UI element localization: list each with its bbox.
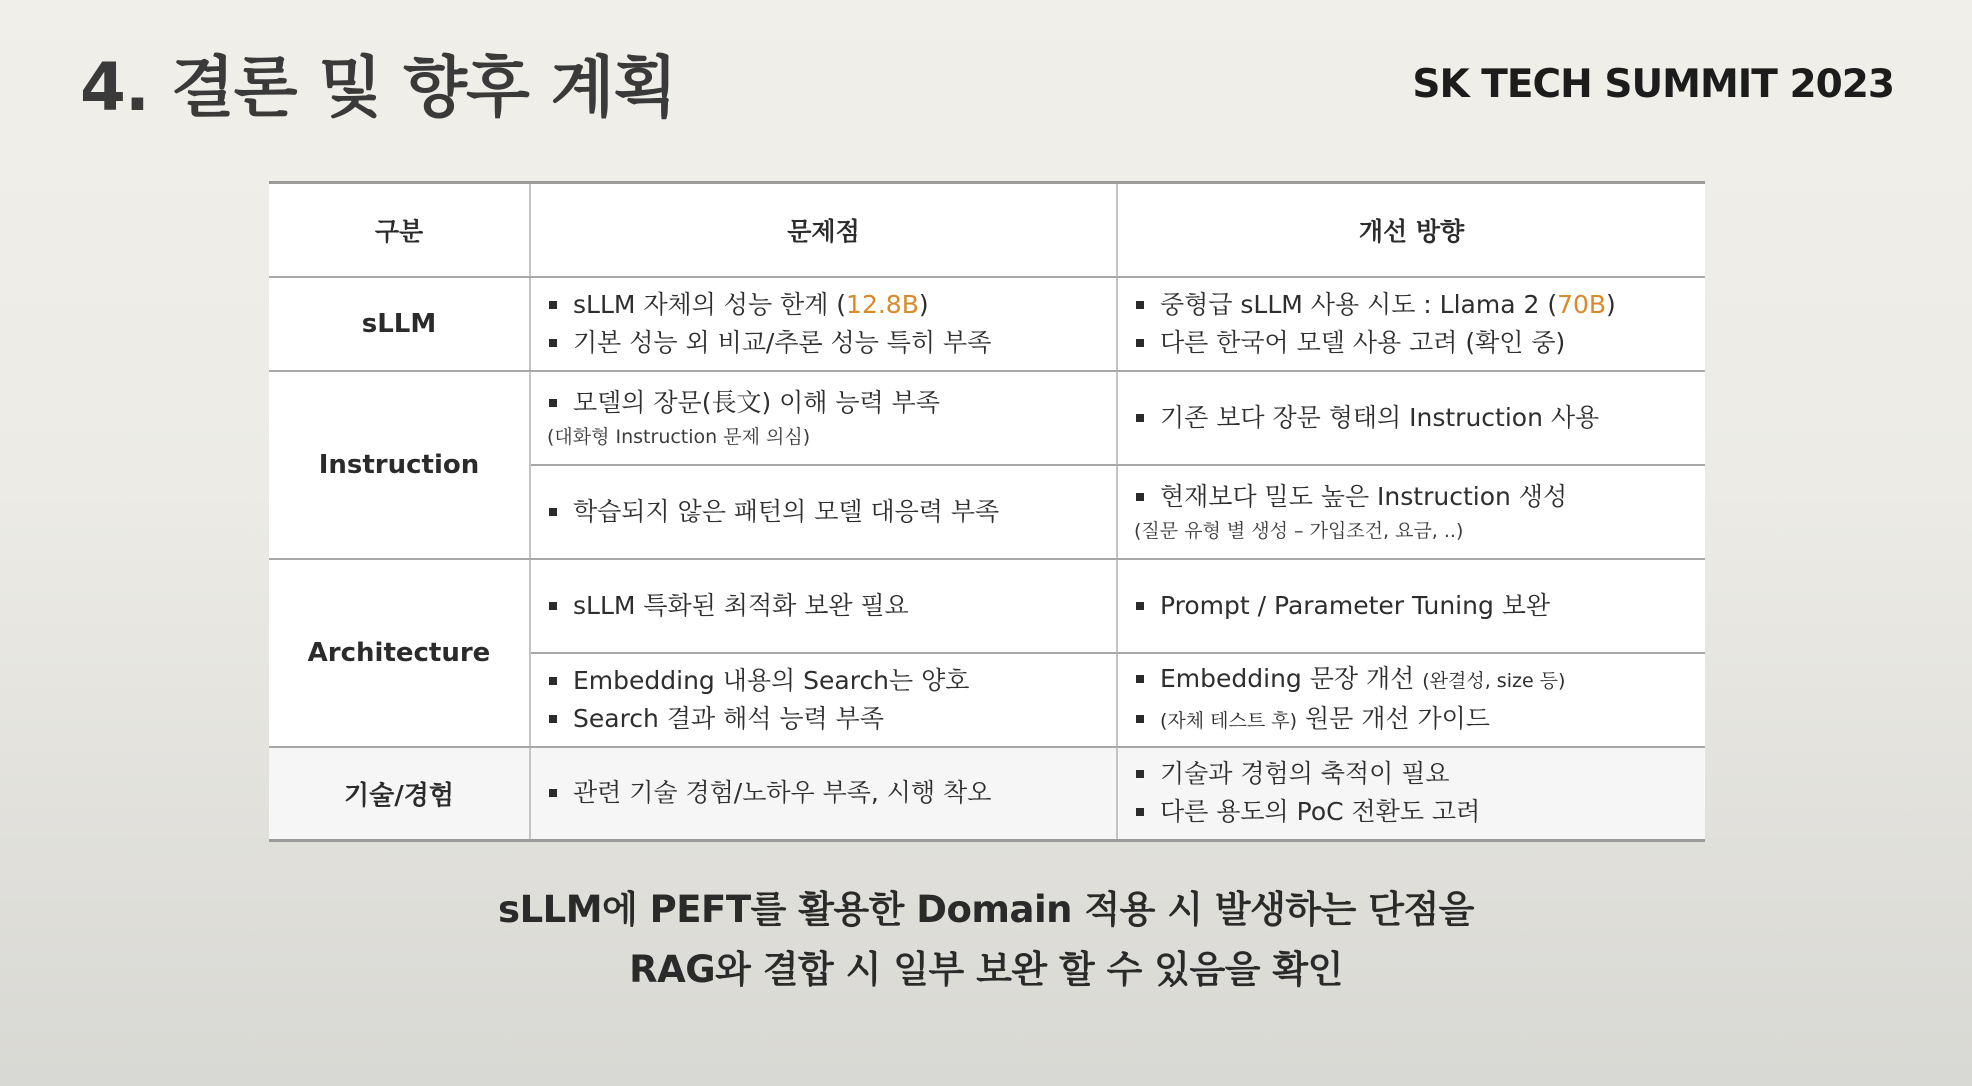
list-item: (자체 테스트 후) 원문 개선 가이드 (1134, 700, 1689, 740)
list-item: 다른 한국어 모델 사용 고려 (확인 중) (1134, 324, 1689, 362)
problem-cell (530, 465, 1117, 559)
header-category: 구분 (269, 183, 530, 277)
category-sllm: sLLM (269, 277, 530, 371)
category-instruction: Instruction (269, 371, 530, 559)
improvement-cell (1117, 559, 1705, 653)
improvement-cell (1117, 653, 1705, 747)
event-brand-logo: SK TECH SUMMIT 2023 (1412, 62, 1894, 107)
list-item: 학습되지 않은 패턴의 모델 대응력 부족 (547, 493, 1100, 531)
improvement-cell (1117, 747, 1705, 841)
category-experience: 기술/경험 (269, 747, 530, 841)
table-row-architecture-1 (269, 559, 1705, 653)
list-item: 현재보다 밀도 높은 Instruction 생성 (1134, 478, 1689, 516)
list-item: sLLM 자체의 성능 한계 (12.8B) (547, 286, 1100, 324)
highlight-value: 12.8B (846, 289, 919, 319)
list-item: Embedding 내용의 Search는 양호 (547, 662, 1100, 700)
list-item-note: (완결성, size 등) (1422, 669, 1566, 692)
conclusion-line-2: RAG와 결합 시 일부 보완 할 수 있음을 확인 (629, 948, 1343, 991)
conclusion-line-1: sLLM에 PEFT를 활용한 Domain 적용 시 발생하는 단점을 (498, 888, 1474, 931)
list-item: 관련 기술 경험/노하우 부족, 시행 착오 (547, 774, 1100, 812)
list-item-note: (자체 테스트 후) (1160, 709, 1298, 732)
list-item: Embedding 문장 개선 (완결성, size 등) (1134, 660, 1689, 700)
list-item: 중형급 sLLM 사용 시도 : Llama 2 (70B) (1134, 286, 1689, 324)
list-item: 모델의 장문(長文) 이해 능력 부족 (547, 384, 1100, 422)
list-item-note: (질문 유형 별 생성 – 가입조건, 요금, ..) (1134, 519, 1464, 542)
highlight-value: 70B (1557, 289, 1607, 319)
improvement-cell (1117, 371, 1705, 465)
category-architecture: Architecture (269, 559, 530, 747)
header-problem: 문제점 (530, 183, 1117, 277)
list-item: sLLM 특화된 최적화 보완 필요 (547, 587, 1100, 625)
list-item: Search 결과 해석 능력 부족 (547, 700, 1100, 738)
list-item: 기본 성능 외 비교/추론 성능 특히 부족 (547, 324, 1100, 362)
table-row-experience (269, 747, 1705, 841)
summary-table (269, 181, 1705, 842)
header-improvement: 개선 방향 (1117, 183, 1705, 277)
problem-cell (530, 653, 1117, 747)
slide-title: 4. 결론 및 향후 계획 (80, 49, 677, 126)
list-item: Prompt / Parameter Tuning 보완 (1134, 587, 1689, 625)
list-item: 다른 용도의 PoC 전환도 고려 (1134, 793, 1689, 831)
problem-cell (530, 559, 1117, 653)
improvement-cell (1117, 277, 1705, 371)
table-header-row (269, 183, 1705, 277)
problem-cell (530, 747, 1117, 841)
table-row-instruction-1 (269, 371, 1705, 465)
list-item: 기술과 경험의 축적이 필요 (1134, 755, 1689, 793)
list-item-note: (대화형 Instruction 문제 의심) (547, 425, 811, 448)
table-row-sllm (269, 277, 1705, 371)
problem-cell (530, 371, 1117, 465)
problem-cell (530, 277, 1117, 371)
list-item: 기존 보다 장문 형태의 Instruction 사용 (1134, 399, 1689, 437)
improvement-cell (1117, 465, 1705, 559)
